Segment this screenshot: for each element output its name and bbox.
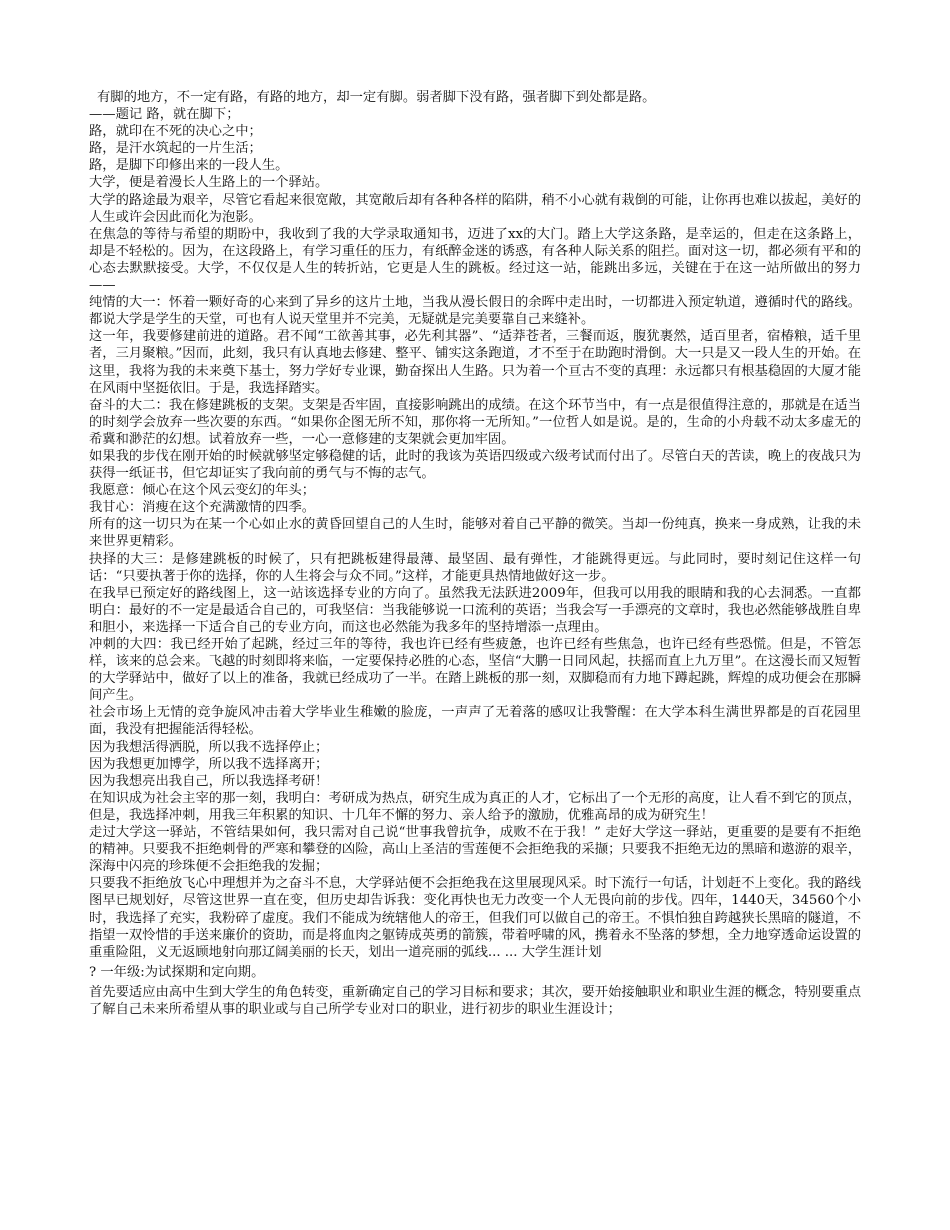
body-paragraph: 冲刺的大四：我已经开始了起跳，经过三年的等待，我也许已经有些疲惫，也许已经有些焦急，也许已经有些恐慌。但是，不管怎样，该来的总会来。飞越的时刻即将来临，一定要保持必胜的心态，坚信“大鹏一日同风起，扶摇而直上九万里”。在这漫长而又短暂的大学驿站中，做好了以上的准备，我就已经成功了一半。在踏上跳板的那一刻，双脚稳而有力地下蹲起跳，辉煌的成功便会在那瞬间产生。 [89, 637, 861, 704]
body-paragraph: 如果我的步伐在刚开始的时候就够坚定够稳健的话，此时的我该为英语四级或六级考试而付出了。尽管白天的苦读，晚上的夜战只为获得一纸证书，但它却证实了我向前的勇气与不悔的志气。 [89, 448, 861, 482]
body-paragraph: 在我早已预定好的路线图上，这一站该选择专业的方向了。虽然我无法跃进2009年，但我可以用我的眼睛和我的心去洞悉。一直都明白：最好的不一定是最适合自己的，可我坚信：当我能够说一口流利的英语；当我会写一手漂亮的文章时，我也必然能够战胜自卑和胆小，来选择一下适合自己的专业方向，而这也必然能为我多年的坚持增添一点理由。 [89, 585, 861, 635]
verse-line: 我甘心：消瘦在这个充满激情的四季。 [89, 500, 316, 516]
verse-line: 路，就印在不死的决心之中； [89, 124, 262, 140]
body-paragraph: 这一年，我要修建前进的道路。君不闻“工欲善其事，必先利其器”、“适莽苍者，三餐而返，腹犹裹然，适百里者，宿椿粮，适千里者，三月聚粮。”因而，此刻，我只有认真地去修建、整平、铺实这条跑道，才不至于在助跑时滑倒。大一只是又一段人生的开始。在这里，我将为我的未来奠下基士，努力学好专业课，勤奋探出人生路。只为着一个亘古不变的真理：永远都只有根基稳固的大厦才能在风雨中坚挺依旧。于是，我选择踏实。 [89, 329, 861, 396]
body-paragraph: 在焦急的等待与希望的期盼中，我收到了我的大学录取通知书，迈进了xx的大门。踏上大学这条路，是幸运的，但走在这条路上，却是不轻松的。因为，在这段路上，有学习重任的压力，有纸醉金迷的诱惑，有各种人际关系的阻拦。面对这一切，都必须有平和的心态去默默接受。大学，不仅仅是人生的转折站，它更是人生的跳板。经过这一站，能跳出多远，关键在于在这一站所做出的努力—— [89, 226, 861, 294]
epigraph-paragraph: 有脚的地方，不一定有路，有路的地方，却一定有脚。弱者脚下没有路，强者脚下到处都是路。 [97, 90, 656, 105]
body-paragraph: 奋斗的大二：我在修建跳板的支架。支架是否牢固，直接影响跳出的成绩。在这个环节当中，有一点是很值得注意的，那就是在适当的时刻学会放弃一些次要的东西。“如果你企图无所不知，那你将一无所知。”一位哲人如是说。是的，生命的小舟载不动太多虚无的希冀和渺茫的幻想。试着放弃一些，一心一意修建的支架就会更加牢固。 [89, 397, 861, 447]
body-paragraph: 大学的路途最为艰辛，尽管它看起来很宽敞，其宽敞后却有各种各样的陷阱，稍不小心就有栽倒的可能，让你再也难以拔起，美好的人生或许会因此而化为泡影。 [89, 192, 861, 225]
body-paragraph: 只要我不拒绝放飞心中理想并为之奋斗不息，大学驿站便不会拒绝我在这里展现风采。时下流行一句话，计划赶不上变化。我的路线图早已规划好，尽管这世界一直在变，但历史却告诉我：变化再快也无力改变一个人无畏向前的步伐。四年，1440天，34560个小时，我选择了充实，我粉碎了虚度。我们不能成为统辖他人的帝王，但我们可以做自己的帝王。不惧怕独自跨越狭长黑暗的隧道，不指望一双怜惜的手送来廉价的资助，而是将血肉之躯铸成英勇的箭簇，带着呼啸的风，携着永不坠落的梦想，全力地穿透命运设置的重重险阻，义无返顾地射向那辽阔美丽的长天，划出一道亮丽的弧线... ... 大学生涯计划 [89, 876, 861, 960]
body-paragraph: 走过大学这一驿站，不管结果如何，我只需对自己说“世事我曾抗争，成败不在于我！” 走好大学这一驿站，更重要的是要有不拒绝的精神。只要我不拒绝刺骨的严寒和攀登的凶险，高山上圣洁的雪莲便不会拒绝我的采撷；只要我不拒绝无边的黑暗和遨游的艰辛，深海中闪亮的珍珠便不会拒绝我的发掘； [89, 825, 861, 875]
epigraph-attribution: ——题记 路，就在脚下； [89, 107, 240, 123]
verse-line: 路，是汗水筑起的一片生活； [89, 141, 262, 157]
body-paragraph: 首先要适应由高中生到大学生的角色转变，重新确定自己的学习目标和要求；其次，要开始接触职业和职业生涯的概念，特别要重点了解自己未来所希望从事的职业或与自己所学专业对口的职业，进行初步的职业生涯设计； [89, 984, 861, 1017]
document-page [89, 89, 861, 1018]
body-paragraph: 所有的这一切只为在某一个心如止水的黄昏回望自己的人生时，能够对着自己平静的微笑。当却一份纯真，换来一身成熟，让我的未来世界更精彩。 [89, 517, 861, 550]
verse-line: 我愿意：倾心在这个风云变幻的年头； [89, 483, 316, 499]
body-paragraph: 大学，便是着漫长人生路上的一个驿站。 [89, 175, 329, 191]
verse-line: 因为我想活得洒脱，所以我不选择停止； [89, 739, 329, 755]
body-paragraph: 抉择的大三：是修建跳板的时候了，只有把跳板建得最薄、最坚固、最有弹性，才能跳得更远。与此同时，要时刻记住这样一句话：“只要执著于你的选择，你的人生将会与众不同。”这样，才能更具热情地做好这一步。 [89, 551, 861, 584]
body-paragraph: 纯情的大一：怀着一颗好奇的心来到了异乡的这片土地，当我从漫长假日的余晖中走出时，一切都进入预定轨道，遵循时代的路线。都说大学是学生的天堂，可也有人说天堂里并不完美，无疑就是完美要靠自己来缝补。 [89, 295, 861, 328]
body-paragraph: 在知识成为社会主宰的那一刻，我明白：考研成为热点，研究生成为真正的人才，它标出了一个无形的高度，让人看不到它的顶点，但是，我选择冲刺，用我三年积累的知识、十几年不懈的努力、亲人给予的激励，优雅高昂的成为研究生！ [89, 790, 861, 823]
verse-line: 因为我想更加博学，所以我不选择离开； [89, 756, 329, 772]
section-heading: ? 一年级:为试探期和定向期。 [89, 964, 265, 980]
body-paragraph: 社会市场上无情的竞争旋风冲击着大学毕业生稚嫩的脸庞，一声声了无着落的感叹让我警醒：在大学本科生满世界都是的百花园里面，我没有把握能活得轻松。 [89, 705, 861, 738]
verse-line: 路，是脚下印修出来的一段人生。 [89, 158, 289, 174]
verse-line: 因为我想亮出我自己，所以我选择考研！ [89, 773, 329, 789]
